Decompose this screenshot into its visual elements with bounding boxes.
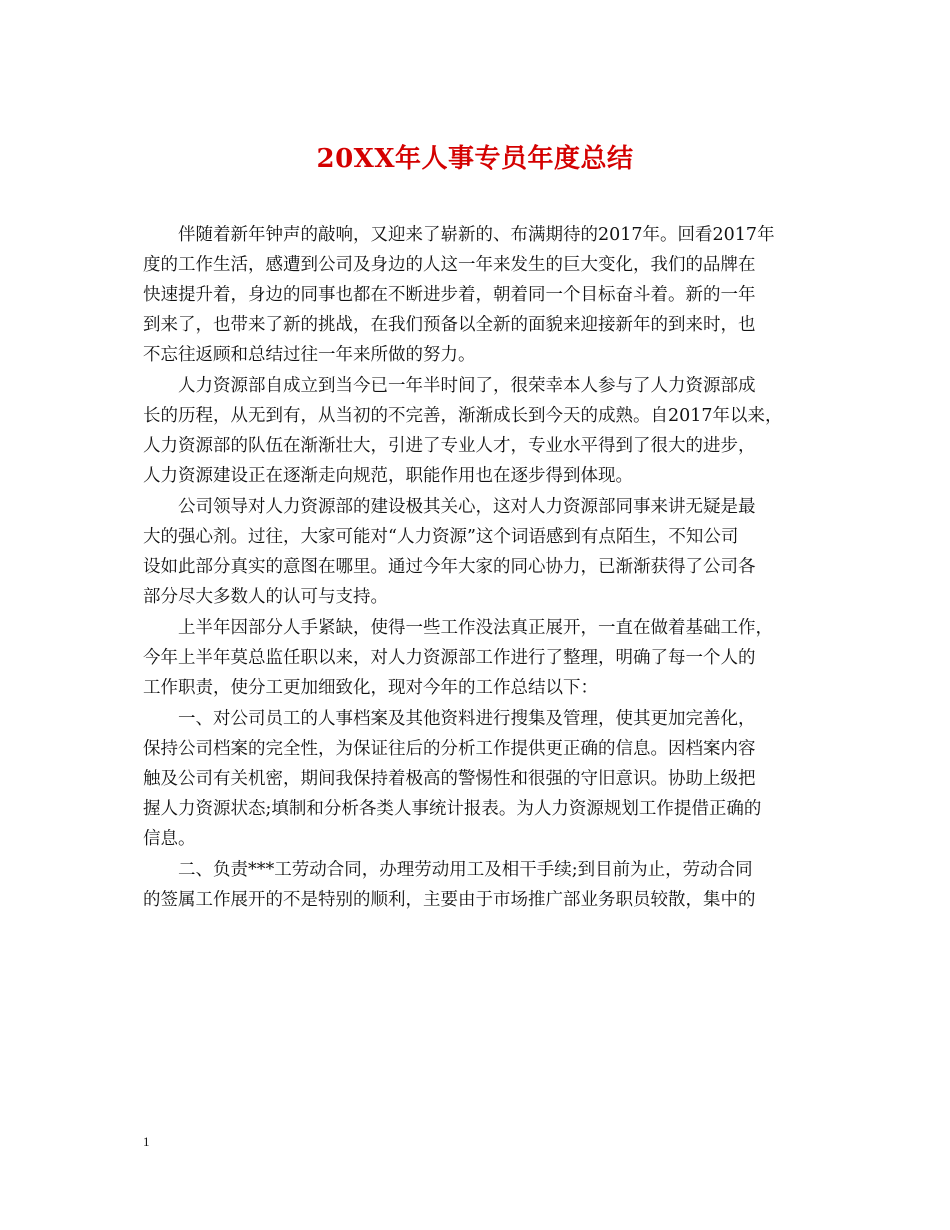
page-number: 1 (143, 1134, 150, 1149)
paragraph-line: 到来了，也带来了新的挑战，在我们预备以全新的面貌来迎接新年的到来时，也 (143, 315, 756, 335)
paragraph (143, 220, 811, 370)
paragraph (143, 492, 811, 612)
paragraph-line: 的签属工作展开的不是特别的顺利，主要由于市场推广部业务职员较散，集中的 (143, 890, 756, 910)
paragraph-line: 保持公司档案的完全性，为保证往后的分析工作提供更正确的信息。因档案内容 (143, 739, 756, 759)
paragraph-line: 触及公司有关机密，期间我保持着极高的警惕性和很强的守旧意识。协助上级把 (143, 769, 756, 789)
paragraph-line: 公司领导对人力资源部的建设极其关心，这对人力资源部同事来讲无疑是最 (178, 497, 756, 517)
paragraph-line: 设如此部分真实的意图在哪里。通过今年大家的同心协力，已渐渐获得了公司各 (143, 557, 756, 577)
paragraph-line: 度的工作生活，感遭到公司及身边的人这一年来发生的巨大变化，我们的品牌在 (143, 255, 756, 275)
document-title: 20XX年人事专员年度总结 (316, 144, 634, 174)
paragraph-line: 人力资源部自成立到当今已一年半时间了，很荣幸本人参与了人力资源部成 (178, 376, 756, 396)
paragraph (143, 613, 811, 703)
paragraph-line: 部分尽大多数人的认可与支持。 (143, 587, 388, 607)
paragraph-line: 长的历程，从无到有，从当初的不完善，渐渐成长到今天的成熟。自2017年以来， (143, 406, 783, 426)
paragraph-line: 信息。 (143, 829, 196, 849)
paragraph-line: 工作职责，使分工更加细致化，现对今年的工作总结以下： (143, 678, 598, 698)
paragraph-line: 伴随着新年钟声的敲响，又迎来了崭新的、布满期待的2017年。回看2017年 (178, 225, 775, 245)
paragraph-line: 大的强心剂。过往，大家可能对“人力资源”这个词语感到有点陌生，不知公司 (143, 527, 739, 547)
paragraph-line: 人力资源部的队伍在渐渐壮大，引进了专业人才，专业水平得到了很大的进步， (143, 436, 756, 456)
paragraph-line: 握人力资源状态;填制和分析各类人事统计报表。为人力资源规划工作提借正确的 (143, 799, 762, 819)
paragraph (143, 704, 811, 854)
paragraph (143, 855, 811, 915)
paragraph-line: 二、负责***工劳动合同，办理劳动用工及相干手续;到目前为止，劳动合同 (178, 860, 753, 880)
paragraph-line: 上半年因部分人手紧缺，使得一些工作没法真正展开，一直在做着基础工作， (178, 618, 773, 638)
paragraph (143, 371, 811, 491)
paragraph-line: 一、对公司员工的人事档案及其他资料进行搜集及管理，使其更加完善化， (178, 709, 756, 729)
paragraph-line: 人力资源建设正在逐渐走向规范，职能作用也在逐步得到体现。 (143, 466, 633, 486)
document-body (143, 220, 811, 916)
paragraph-line: 快速提升着，身边的同事也都在不断进步着，朝着同一个目标奋斗着。新的一年 (143, 285, 756, 305)
paragraph-line: 不忘往返顾和总结过往一年来所做的努力。 (143, 345, 476, 365)
paragraph-line: 今年上半年莫总监任职以来，对人力资源部工作进行了整理，明确了每一个人的 (143, 648, 756, 668)
